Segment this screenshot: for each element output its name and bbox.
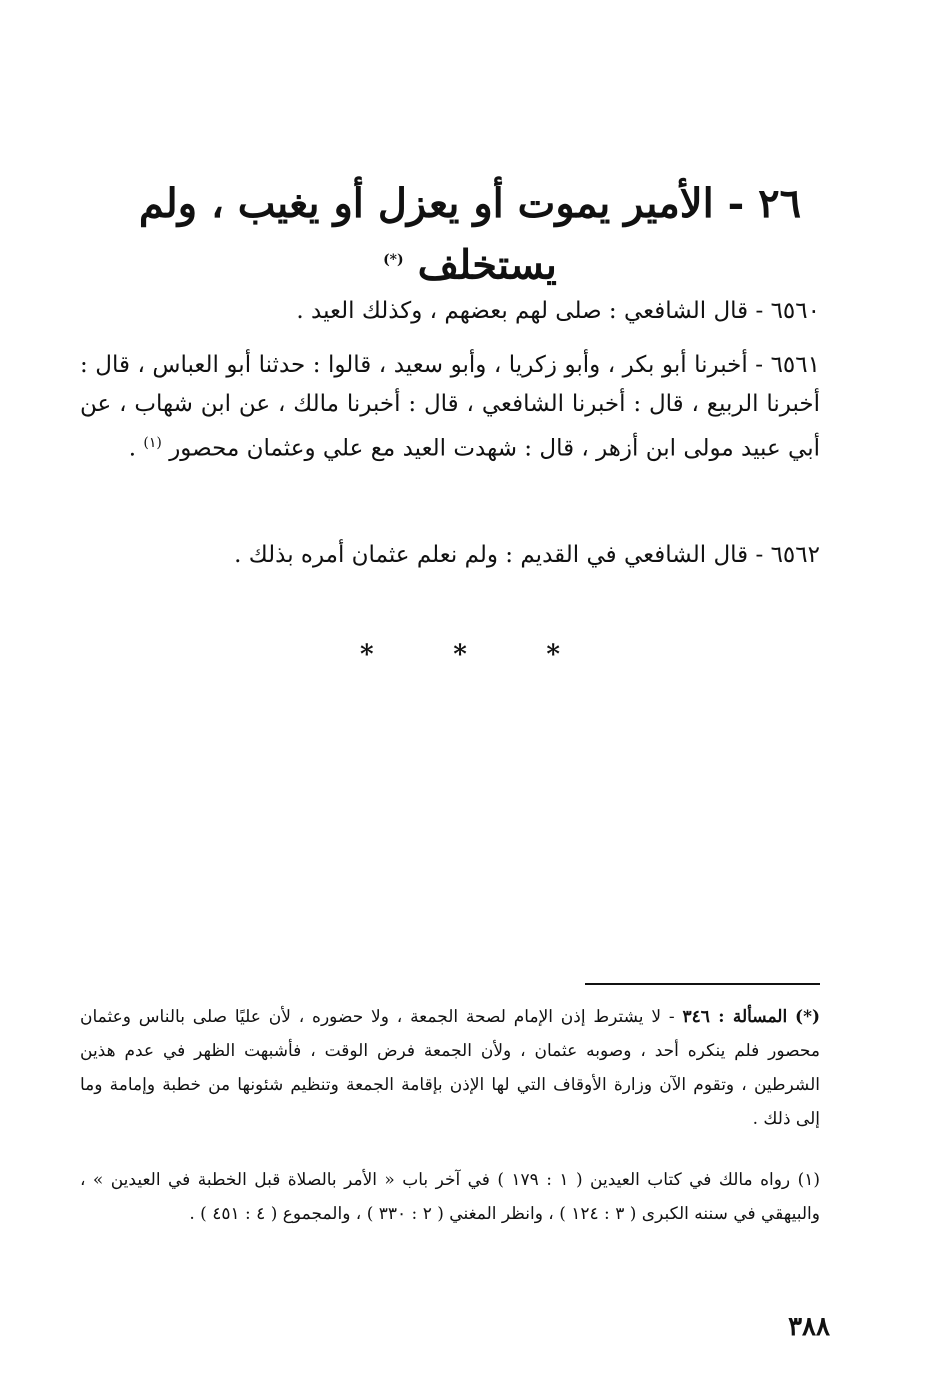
footnote-reference: (١)	[143, 435, 162, 451]
paragraph-text: ٦٥٦٢ - قال الشافعي في القديم : ولم نعلم عثمان أمره بذلك .	[234, 542, 820, 568]
page-number: ٣٨٨	[788, 1312, 830, 1342]
section-separator	[360, 640, 560, 670]
footnote-text: رواه مالك في كتاب العيدين ( ١ : ١٧٩ ) في آخر باب « الأمر بالصلاة قبل الخطبة في العيدين » ، والبيهقي في سننه الكبرى ( ٣ : ١٢٤ ) ، وانظر المغني ( ٢ : ٣٣٠ ) ، والمجموع ( ٤ : ٤٥١ ) .	[80, 1170, 820, 1224]
footnote-marker: (*)	[795, 1007, 821, 1027]
separator-star: *	[453, 640, 467, 670]
paragraph-6561	[80, 346, 820, 469]
paragraph-end: .	[128, 435, 144, 462]
paragraph-6560	[80, 292, 820, 331]
paragraph-text: ٦٥٦١ - أخبرنا أبو بكر ، وأبو زكريا ، وأبو سعيد ، قالوا : حدثنا أبو العباس ، قال : أخبرنا الربيع ، قال : أخبرنا الشافعي ، قال : أخبرنا مالك ، عن ابن شهاب ، عن أبي عبيد مولى ابن أزهر ، قال : شهدت العيد مع علي وعثمان محصور	[80, 352, 820, 462]
footnote-label: المسألة : ٣٤٦	[682, 1007, 788, 1027]
footnote-marker: (١)	[797, 1170, 820, 1190]
footnote-rule	[585, 983, 820, 985]
footnote-star	[80, 1000, 820, 1136]
chapter-title	[120, 176, 820, 293]
chapter-title-note-marker: (*)	[383, 252, 404, 268]
separator-star: *	[546, 640, 560, 670]
footnote-1	[80, 1163, 820, 1231]
paragraph-text: ٦٥٦٠ - قال الشافعي : صلى لهم بعضهم ، وكذلك العيد .	[296, 298, 820, 324]
paragraph-6562	[80, 536, 820, 575]
separator-star: *	[360, 640, 374, 670]
chapter-title-text: ٢٦ - الأمير يموت أو يعزل أو يغيب ، ولم يستخلف	[138, 180, 802, 289]
footnote-text: - لا يشترط إذن الإمام لصحة الجمعة ، ولا حضوره ، لأن عليًا صلى بالناس وعثمان محصور فلم ينكره أحد ، وصوبه عثمان ، ولأن الجمعة فرض الوقت ، فأشبهت الظهر في عدم هذين الشرطين ، وتقوم الآن وزارة الأوقاف التي لها الإذن بإقامة الجمعة وتنظيم شئونها من خطبة وإمامة وما إلى ذلك .	[80, 1007, 820, 1129]
